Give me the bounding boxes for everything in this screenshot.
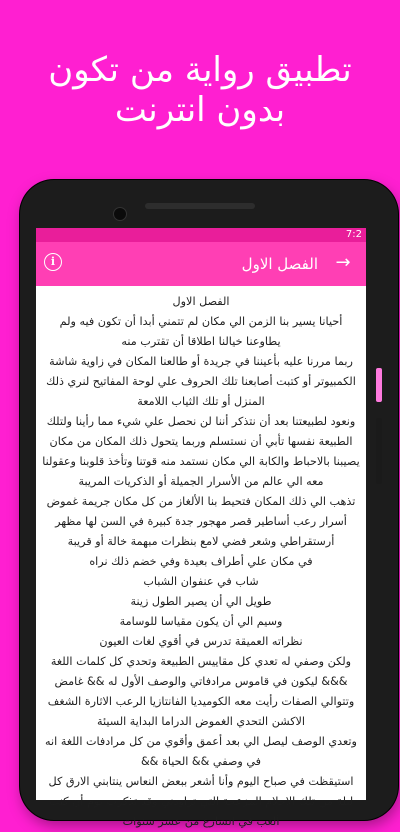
phone-power-button xyxy=(376,368,382,402)
page-title: الفصل الاول xyxy=(241,255,318,273)
chapter-line: نظراته العميقة تدرس في أقوي لغات العيون xyxy=(99,635,303,648)
status-bar xyxy=(36,228,366,242)
phone-camera xyxy=(113,207,127,221)
promo-title-line-2: بدون انترنت xyxy=(114,90,286,130)
phone-screen xyxy=(36,228,366,828)
chapter-line: طويل الي أن يصير الطول زينة xyxy=(130,595,272,608)
chapter-line: &&& ليكون في قاموس مرادفاتي والوصف الأول له && غامض xyxy=(54,675,348,688)
chapter-line: وتعدي الوصف ليصل الي بعد أعمق وأقوي من كل مرادفات اللغة انه في وصفي && الحياة && xyxy=(45,735,357,768)
chapter-line: الفصل الاول xyxy=(172,295,230,308)
chapter-line: في مكان علي أطراف بعيدة وفي خضم ذلك نراه xyxy=(89,555,313,568)
info-icon[interactable]: i xyxy=(44,253,62,271)
promo-title-line-1: تطبيق رواية من تكون xyxy=(48,50,352,90)
chapter-line: أحيانا يسير بنا الزمن الي مكان لم تتمني أبدا أن تكون فيه ولم يطاوعنا خيالنا اطلاقا أن تقترب منه xyxy=(59,315,343,348)
chapter-line: وتتوالي الصفات رأيت معه الكوميديا الفانتازيا الرعب الاثارة الشغف الاكشن التحدي الغموض الدراما البداية السيئة xyxy=(47,695,355,728)
chapter-line: وسيم الي أن يكون مقياسا للوسامة xyxy=(119,615,283,628)
chapter-line: ربما مررنا عليه بأعيننا في جريدة أو طالعنا المكان في زاوية شاشة الكمبيوتر أو كتبت أصابعنا تلك الحروف علي لوحة المفاتيح لنري ذلك المنزل أو تلك الثياب اللامعة xyxy=(46,355,356,408)
phone-volume-button xyxy=(376,418,382,484)
chapter-line: ولكن وصفي له تعدي كل مقاييس الطبيعة وتحدي كل كلمات اللغة xyxy=(50,655,352,668)
chapter-line: تذهب الي ذلك المكان فتحيط بنا الألغاز من كل مكان جريمة غموض أسرار رعب أساطير قصر مهجور جدة كبيرة في السن لها مظهر أرستقراطي وشعر فضي لامع بنظرات مبهمة خالة أو قريبة xyxy=(46,495,356,548)
status-time: 7:2 xyxy=(345,229,362,240)
chapter-text xyxy=(36,286,366,832)
chapter-line: شاب في عنفوان الشباب xyxy=(143,575,259,588)
arrow-right-icon[interactable]: → xyxy=(335,252,351,273)
promo-title xyxy=(0,50,400,130)
chapter-line: ونعود لطبيعتنا بعد أن نتذكر أننا لن نحصل علي شيء مما رأينا ولتلك الطبيعة نفسها تأبي أن نستسلم وربما يتحول ذلك المكان من مكان يصيبنا بالاحباط والكابة الي مكان نستمد منه قوتنا وتأخذ قلوبنا وعقولنا معه الي عالم من الأسرار الجميلة أو الذكريات المريبة xyxy=(42,415,360,488)
phone-speaker xyxy=(145,203,255,209)
app-bar xyxy=(36,242,366,286)
chapter-line: استيقظت في صباح اليوم وأنا أشعر ببعض النعاس ينتابني الارق كل ليلة من تلك الاحلام المزعجة التي تراودني وقد تذكرت يوم أن كنت ألعب في الشارع من عشر سنوات xyxy=(48,775,354,828)
